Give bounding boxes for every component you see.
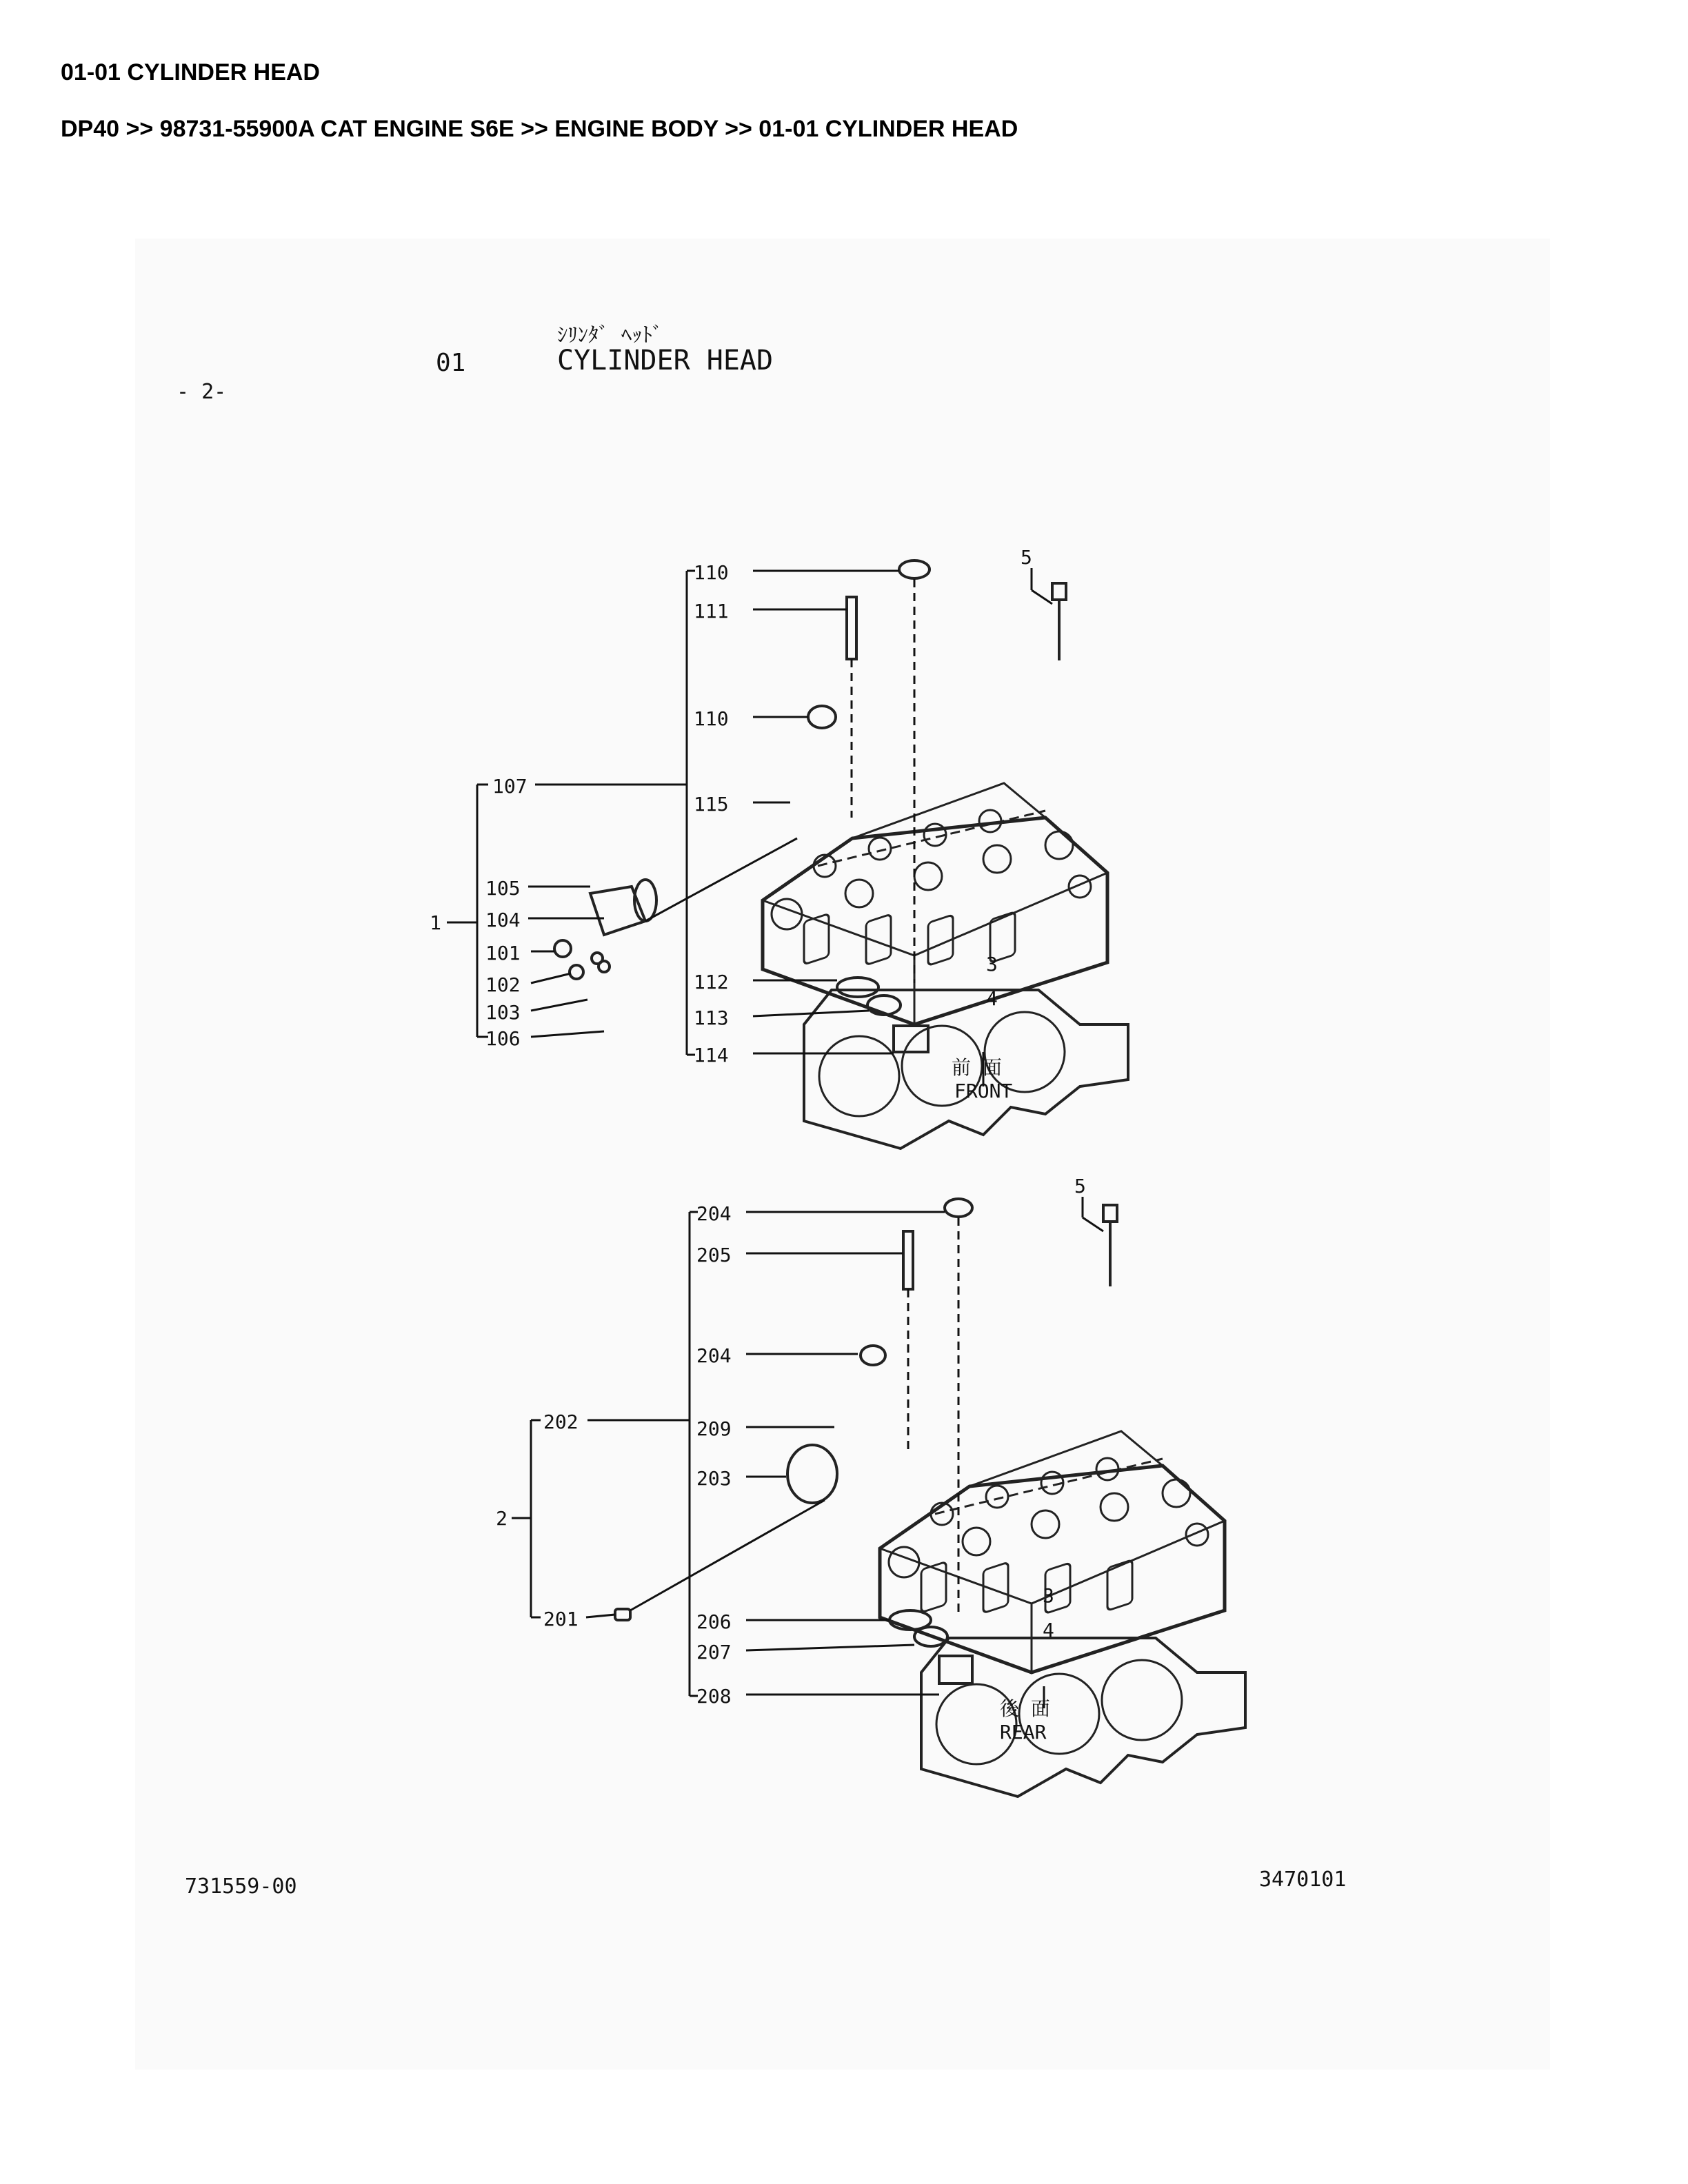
callout-208: 208 <box>696 1685 732 1708</box>
callout-105: 105 <box>485 877 521 900</box>
callout-204b: 204 <box>696 1344 732 1367</box>
callout-group-1: 1 <box>430 911 441 934</box>
front-view <box>430 546 1128 1149</box>
plug-part <box>945 1199 972 1217</box>
parts-diagram <box>135 239 1550 2070</box>
callout-201: 201 <box>543 1608 579 1630</box>
callout-113: 113 <box>694 1007 729 1029</box>
callout-111: 111 <box>694 600 729 623</box>
page-marker: - 2- <box>177 380 227 404</box>
callout-107: 107 <box>492 775 528 798</box>
callout-gasket-4: 4 <box>1043 1619 1054 1641</box>
front-label: FRONT <box>954 1080 1013 1102</box>
callout-204: 204 <box>696 1202 732 1225</box>
ring-part <box>837 978 878 997</box>
cover-plate-part <box>787 1445 837 1503</box>
callout-205: 205 <box>696 1244 732 1266</box>
pin-part <box>903 1231 913 1289</box>
side-cover-part <box>554 880 656 979</box>
callout-110: 110 <box>694 561 729 584</box>
bolt-part <box>1103 1205 1117 1286</box>
callout-group-2: 2 <box>496 1507 508 1530</box>
callout-gasket-3: 3 <box>1043 1584 1054 1607</box>
title-japanese: ｼﾘﾝﾀﾞ ﾍｯﾄﾞ <box>557 323 663 347</box>
callout-102: 102 <box>485 973 521 996</box>
document-number-right: 3470101 <box>1259 1868 1347 1892</box>
document-number-left: 731559-00 <box>185 1874 297 1899</box>
callout-gasket-3: 3 <box>986 953 998 975</box>
callout-207: 207 <box>696 1641 732 1664</box>
rear-label-jp: 後 面 <box>1000 1697 1050 1720</box>
callout-bolt-5: 5 <box>1074 1175 1086 1197</box>
section-number: 01 <box>436 349 466 377</box>
plug-part <box>808 706 836 728</box>
callout-gasket-4: 4 <box>986 987 998 1010</box>
title-english: CYLINDER HEAD <box>557 345 774 376</box>
pin-part <box>847 597 856 659</box>
callout-103: 103 <box>485 1001 521 1024</box>
rear-view <box>496 1175 1245 1797</box>
rear-label: REAR <box>1000 1721 1047 1743</box>
callout-104: 104 <box>485 909 521 931</box>
callout-202: 202 <box>543 1410 579 1433</box>
callout-112: 112 <box>694 971 729 993</box>
page-title: 01-01 CYLINDER HEAD <box>61 59 320 85</box>
parts-diagram-sheet <box>135 239 1550 2070</box>
callout-bolt-5: 5 <box>1021 546 1032 569</box>
callout-209: 209 <box>696 1417 732 1440</box>
plug-screw-part <box>615 1609 630 1620</box>
callout-106: 106 <box>485 1027 521 1050</box>
bolt-part <box>1052 583 1066 660</box>
breadcrumb: DP40 >> 98731-55900A CAT ENGINE S6E >> ENGINE BODY >> 01-01 CYLINDER HEAD <box>61 116 1018 142</box>
callout-101: 101 <box>485 942 521 964</box>
cap-part <box>939 1656 972 1684</box>
plug-part <box>861 1346 885 1365</box>
plug-part <box>899 560 930 578</box>
callout-110b: 110 <box>694 707 729 730</box>
callout-203: 203 <box>696 1467 732 1490</box>
callout-115: 115 <box>694 793 729 816</box>
callout-114: 114 <box>694 1044 729 1066</box>
front-label-jp: 前 面 <box>952 1056 1002 1079</box>
callout-206: 206 <box>696 1610 732 1633</box>
